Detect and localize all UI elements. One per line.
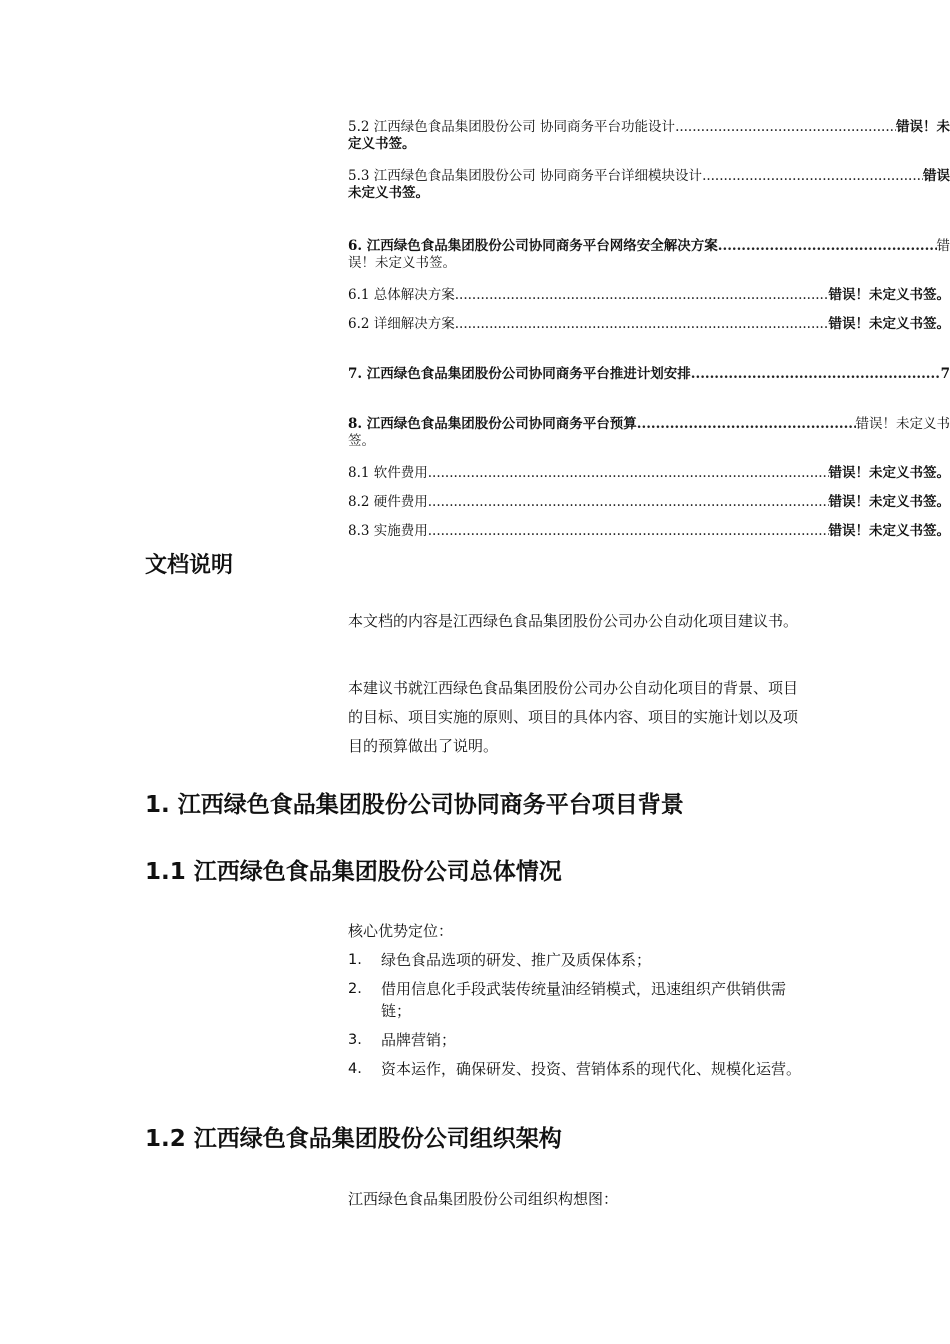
toc-entry-page: 错 xyxy=(936,238,950,254)
toc-entry-label: 6.2 详细解决方案 xyxy=(348,316,455,332)
section-title: 江西绿色食品集团股份公司总体情况 xyxy=(193,859,562,885)
list-item xyxy=(348,1029,810,1051)
toc-entry-page: 错误 xyxy=(923,168,950,184)
toc-leader-dots xyxy=(428,523,829,539)
list-item-text: 绿色食品选项的研发、推广及质保体系； xyxy=(381,951,652,969)
core-advantages-list xyxy=(348,949,810,1087)
toc-entry-page: 错误！未定义书签。 xyxy=(828,465,950,481)
table-of-contents xyxy=(348,115,950,548)
section-title: 江西绿色食品集团股份公司组织架构 xyxy=(193,1126,562,1152)
section-1-1-heading xyxy=(145,853,562,886)
toc-entry-page: 错误！未 xyxy=(896,119,950,135)
toc-entry[interactable] xyxy=(348,490,950,510)
toc-entry-page: 错误！未定义书签。 xyxy=(828,287,950,303)
toc-leader-dots xyxy=(718,238,937,254)
list-item-text: 借用信息化手段武装传统量油经销模式，迅速组织产供销供需链； xyxy=(381,980,787,1020)
doc-note-paragraph-1: 本文档的内容是江西绿色食品集团股份公司办公自动化项目建议书。 xyxy=(348,612,799,630)
section-number: 1.2 xyxy=(145,1126,186,1152)
list-item-text: 品牌营销； xyxy=(381,1031,457,1049)
toc-entry[interactable] xyxy=(348,283,950,303)
section-1-heading: 1. 江西绿色食品集团股份公司协同商务平台项目背景 xyxy=(145,792,684,818)
toc-entry-page-continued: 签。 xyxy=(348,433,375,449)
toc-leader-dots xyxy=(675,119,896,135)
toc-entry-label: 7. 江西绿色食品集团股份公司协同商务平台推进计划安排 xyxy=(348,366,691,382)
toc-entry-label: 6.1 总体解决方案 xyxy=(348,287,455,303)
toc-leader-dots xyxy=(455,287,829,303)
list-item-text: 资本运作，确保研发、投资、营销体系的现代化、规模化运营。 xyxy=(381,1060,802,1078)
toc-entry[interactable] xyxy=(348,362,950,382)
doc-note-paragraph-2: 本建议书就江西绿色食品集团股份公司办公自动化项目的背景、项目的目标、项目实施的原则、项目的具体内容、项目的实施计划以及项目的预算做出了说明。 xyxy=(348,679,799,755)
list-item-number: 2. xyxy=(348,981,362,997)
doc-note-heading: 文档说明 xyxy=(145,553,234,578)
toc-entry[interactable] xyxy=(348,164,950,204)
toc-leader-dots xyxy=(637,416,856,432)
toc-entry[interactable] xyxy=(348,115,950,155)
toc-entry-page: 错误！未定义书签。 xyxy=(828,316,950,332)
toc-entry-label: 5.3 江西绿色食品集团股份公司 协同商务平台详细模块设计 xyxy=(348,168,703,184)
section-1-2-heading xyxy=(145,1120,562,1153)
list-item xyxy=(348,1058,810,1080)
toc-entry-label: 8.1 软件费用 xyxy=(348,465,428,481)
toc-entry-page: 7 xyxy=(940,366,950,382)
toc-entry-page-continued: 定义书签。 xyxy=(348,136,416,152)
toc-leader-dots xyxy=(702,168,923,184)
section-number: 1.1 xyxy=(145,859,186,885)
toc-entry-page-continued: 未定义书签。 xyxy=(348,185,429,201)
list-item-number: 3. xyxy=(348,1032,362,1048)
list-item xyxy=(348,949,810,971)
list-item xyxy=(348,978,810,1022)
toc-entry-page: 错误！未定义书 xyxy=(855,416,950,432)
toc-leader-dots xyxy=(428,494,829,510)
core-advantages-lead: 核心优势定位： xyxy=(348,922,454,940)
list-item-number: 4. xyxy=(348,1061,362,1077)
toc-entry[interactable] xyxy=(348,312,950,332)
toc-entry-page: 错误！未定义书签。 xyxy=(828,523,950,539)
toc-entry-label: 5.2 江西绿色食品集团股份公司 协同商务平台功能设计 xyxy=(348,119,676,135)
toc-entry-page-continued: 误！未定义书签。 xyxy=(348,255,456,271)
toc-entry-label: 8.3 实施费用 xyxy=(348,523,428,539)
toc-entry-page: 错误！未定义书签。 xyxy=(828,494,950,510)
toc-leader-dots xyxy=(455,316,829,332)
toc-leader-dots xyxy=(428,465,829,481)
toc-entry[interactable] xyxy=(348,461,950,481)
toc-entry-label: 8.2 硬件费用 xyxy=(348,494,428,510)
toc-entry-label: 8. 江西绿色食品集团股份公司协同商务平台预算 xyxy=(348,416,637,432)
toc-leader-dots xyxy=(691,366,941,382)
toc-entry[interactable] xyxy=(348,412,950,452)
toc-entry[interactable] xyxy=(348,519,950,539)
list-item-number: 1. xyxy=(348,952,362,968)
org-chart-caption: 江西绿色食品集团股份公司组织构想图： xyxy=(348,1190,619,1208)
toc-entry-label: 6. 江西绿色食品集团股份公司协同商务平台网络安全解决方案 xyxy=(348,238,718,254)
toc-entry[interactable] xyxy=(348,234,950,274)
